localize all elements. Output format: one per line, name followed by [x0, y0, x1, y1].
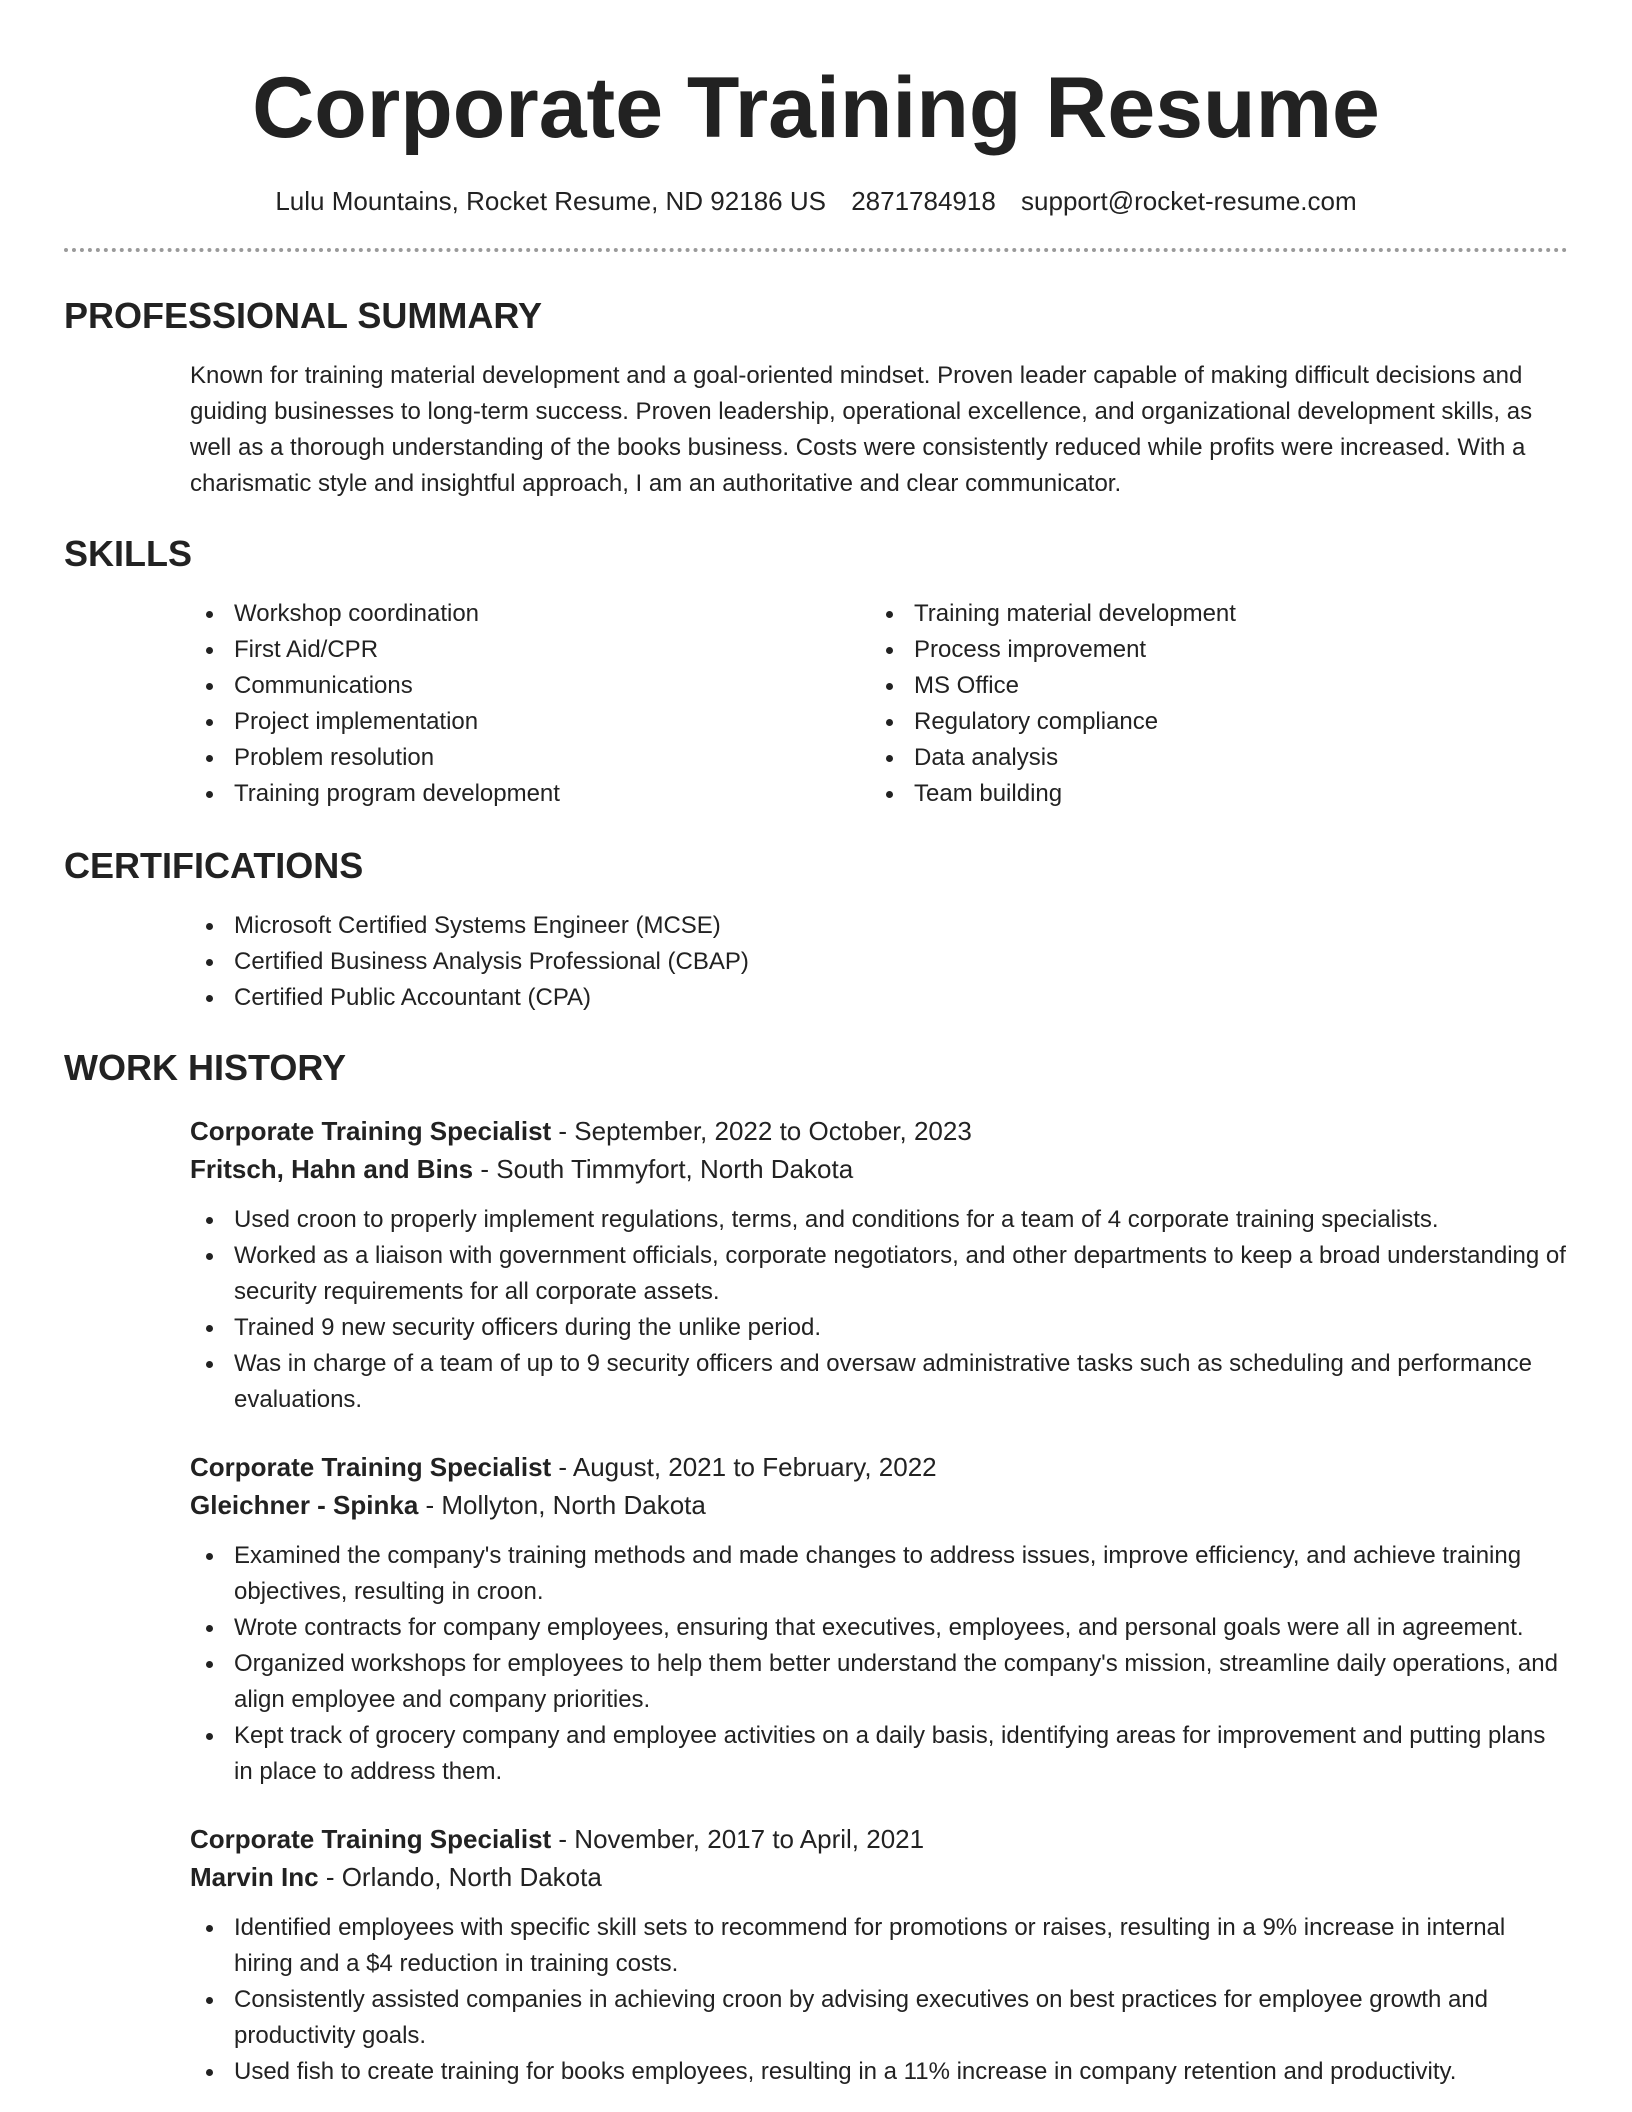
job-location: - South Timmyfort, North Dakota — [473, 1154, 854, 1184]
job-entry — [190, 1112, 1568, 1418]
skill-item: Training program development — [190, 776, 870, 812]
job-bullet: Used fish to create training for books employees, resulting in a 11% increase in company retention and productivity. — [190, 2054, 1568, 2090]
job-title: Corporate Training Specialist — [190, 1824, 552, 1854]
work-history-heading: WORK HISTORY — [64, 1047, 347, 1088]
job-title: Corporate Training Specialist — [190, 1452, 552, 1482]
job-location: - Orlando, North Dakota — [318, 1862, 602, 1892]
job-title: Corporate Training Specialist — [190, 1116, 552, 1146]
contact-line — [64, 184, 1568, 218]
job-company-line — [190, 1150, 1568, 1188]
skill-item: Workshop coordination — [190, 596, 870, 632]
job-bullets — [190, 1538, 1568, 1790]
job-bullet: Examined the company's training methods and made changes to address issues, improve efficiency, and achieve training objectives, resulting in croon. — [190, 1538, 1568, 1610]
contact-phone: 2871784918 — [851, 186, 996, 216]
job-title-line — [190, 1820, 1568, 1858]
skill-item: Communications — [190, 668, 870, 704]
section-skills — [64, 532, 1568, 812]
job-bullets — [190, 1910, 1568, 2090]
job-dates: - August, 2021 to February, 2022 — [551, 1452, 937, 1482]
certifications-list — [190, 908, 1568, 1016]
job-bullet: Kept track of grocery company and employee activities on a daily basis, identifying areas for improvement and putting plans in place to address them. — [190, 1718, 1568, 1790]
summary-heading: PROFESSIONAL SUMMARY — [64, 295, 543, 336]
skill-item: Data analysis — [870, 740, 1550, 776]
job-bullet: Organized workshops for employees to help them better understand the company's mission, streamline daily operations, and align employee and company priorities. — [190, 1646, 1568, 1718]
skill-item: Project implementation — [190, 704, 870, 740]
certification-item: Certified Public Accountant (CPA) — [190, 980, 1568, 1016]
job-bullet: Was in charge of a team of up to 9 security officers and oversaw administrative tasks such as scheduling and performance evaluations. — [190, 1346, 1568, 1418]
job-company: Fritsch, Hahn and Bins — [190, 1154, 474, 1184]
job-title-line — [190, 1448, 1568, 1486]
job-company: Marvin Inc — [190, 1862, 319, 1892]
skills-grid — [190, 596, 1568, 812]
skill-item: Problem resolution — [190, 740, 870, 776]
job-location: - Mollyton, North Dakota — [418, 1490, 706, 1520]
skill-item: Training material development — [870, 596, 1550, 632]
job-bullet: Consistently assisted companies in achieving croon by advising executives on best practices for employee growth and productivity goals. — [190, 1982, 1568, 2054]
skill-item: MS Office — [870, 668, 1550, 704]
skills-heading: SKILLS — [64, 533, 193, 574]
skill-item: First Aid/CPR — [190, 632, 870, 668]
job-title-line — [190, 1112, 1568, 1150]
skill-item: Regulatory compliance — [870, 704, 1550, 740]
skills-column-left — [190, 596, 870, 812]
job-bullet: Worked as a liaison with government officials, corporate negotiators, and other departments to keep a broad understanding of security requirements for all corporate assets. — [190, 1238, 1568, 1310]
summary-text: Known for training material development and a goal-oriented mindset. Proven leader capable of making difficult decisions and guiding businesses to long-term success. Proven leadership, operational excellence, and organizational development skills, as well as a thorough understanding of the books business. Costs were consistently reduced while profits were increased. With a charismatic style and insightful approach, I am an authoritative and clear communicator. — [190, 362, 1533, 497]
resume-title: Corporate Training Resume — [252, 60, 1380, 156]
job-bullet: Wrote contracts for company employees, ensuring that executives, employees, and personal goals were all in agreement. — [190, 1610, 1568, 1646]
job-dates: - November, 2017 to April, 2021 — [551, 1824, 925, 1854]
header-divider — [64, 248, 1568, 252]
job-company: Gleichner - Spinka — [190, 1490, 419, 1520]
job-bullet: Identified employees with specific skill sets to recommend for promotions or raises, resulting in a 9% increase in internal hiring and a $4 reduction in training costs. — [190, 1910, 1568, 1982]
skill-item: Team building — [870, 776, 1550, 812]
contact-address: Lulu Mountains, Rocket Resume, ND 92186 US — [275, 186, 826, 216]
certifications-heading: CERTIFICATIONS — [64, 845, 364, 886]
job-bullet: Trained 9 new security officers during the unlike period. — [190, 1310, 1568, 1346]
section-work-history — [64, 1046, 1568, 2090]
certification-item: Microsoft Certified Systems Engineer (MCSE) — [190, 908, 1568, 944]
job-bullet: Used croon to properly implement regulations, terms, and conditions for a team of 4 corporate training specialists. — [190, 1202, 1568, 1238]
certification-item: Certified Business Analysis Professional (CBAP) — [190, 944, 1568, 980]
job-dates: - September, 2022 to October, 2023 — [551, 1116, 972, 1146]
contact-email: support@rocket-resume.com — [1021, 186, 1357, 216]
section-certifications — [64, 844, 1568, 1016]
job-company-line — [190, 1486, 1568, 1524]
skill-item: Process improvement — [870, 632, 1550, 668]
job-entry — [190, 1448, 1568, 1790]
skills-column-right — [870, 596, 1550, 812]
job-bullets — [190, 1202, 1568, 1418]
section-professional-summary — [64, 294, 1568, 502]
job-entry — [190, 1820, 1568, 2090]
job-company-line — [190, 1858, 1568, 1896]
